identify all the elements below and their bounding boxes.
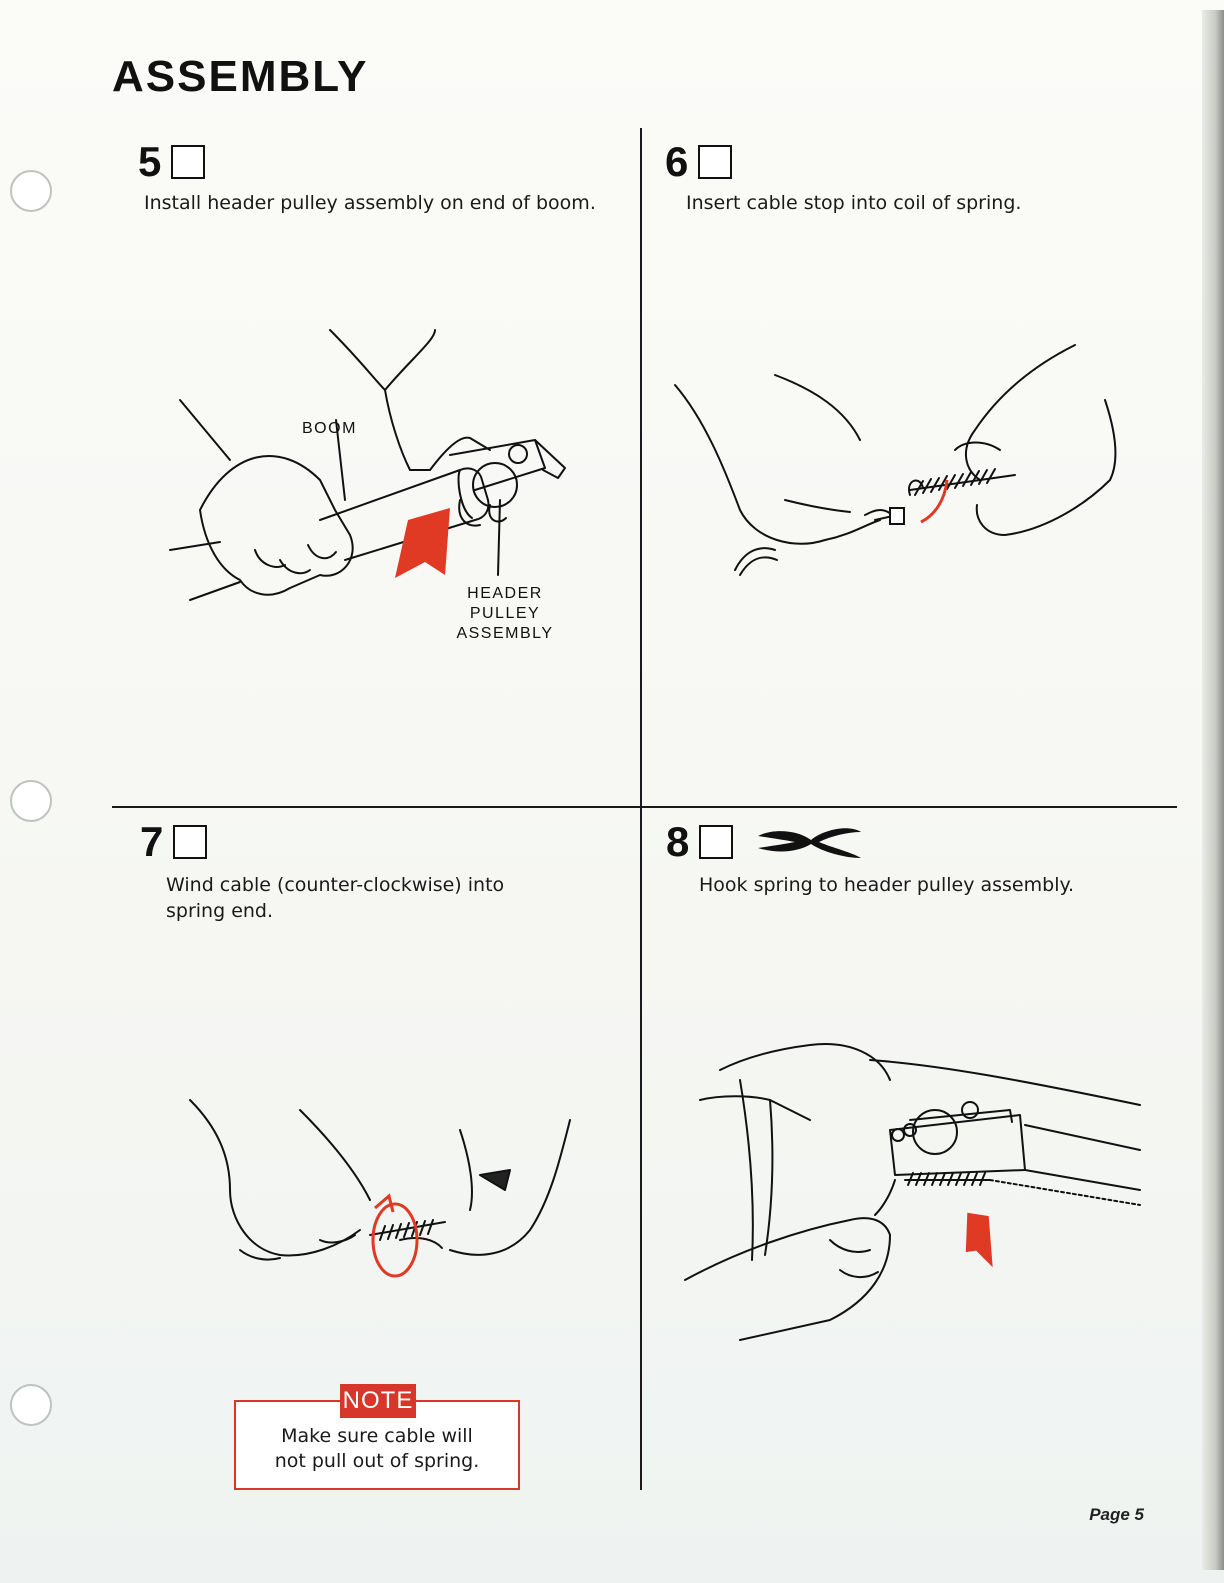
header-pulley-assembly-label: [440, 584, 570, 644]
binder-hole-top: [10, 170, 52, 212]
step-number: 7: [140, 818, 164, 865]
step-number: 6: [665, 138, 689, 185]
label-line: PULLEY: [469, 605, 541, 622]
boom-label: BOOM: [302, 420, 357, 437]
binder-hole-middle: [10, 780, 52, 822]
step-7-checkbox[interactable]: [173, 825, 207, 859]
step-7-instruction: Wind cable (counter-clockwise) into spring end.: [166, 874, 505, 922]
step-8-checkbox[interactable]: [699, 825, 733, 859]
page-title: ASSEMBLY: [112, 52, 369, 101]
page-edge: [1202, 10, 1224, 1570]
pliers-icon: [753, 822, 863, 862]
vertical-divider: [640, 128, 642, 1490]
step-8-header: [666, 818, 863, 866]
page-number: Page 5: [1089, 1505, 1144, 1524]
note-box: [234, 1387, 520, 1490]
note-text: Make sure cable will not pull out of spring.: [274, 1425, 480, 1472]
step-number: 5: [138, 138, 162, 185]
label-line: HEADER: [467, 585, 543, 602]
step-5-header: [138, 138, 205, 186]
step-5-illustration: [160, 320, 590, 620]
step-8-instruction: Hook spring to header pulley assembly.: [699, 874, 1075, 896]
step-6-instruction: Insert cable stop into coil of spring.: [686, 192, 1022, 214]
step-5-instruction: Install header pulley assembly on end of boom.: [144, 192, 596, 214]
note-tag: NOTE: [340, 1384, 416, 1418]
step-7-illustration: [180, 1090, 580, 1290]
step-6-header: [665, 138, 732, 186]
binder-hole-bottom: [10, 1384, 52, 1426]
horizontal-divider: [112, 806, 1177, 808]
step-6-checkbox[interactable]: [698, 145, 732, 179]
label-line: ASSEMBLY: [456, 625, 554, 642]
step-number: 8: [666, 818, 690, 865]
step-5-checkbox[interactable]: [171, 145, 205, 179]
step-6-illustration: [665, 330, 1135, 590]
step-7-header: [140, 818, 207, 866]
step-8-illustration: [680, 1040, 1150, 1350]
